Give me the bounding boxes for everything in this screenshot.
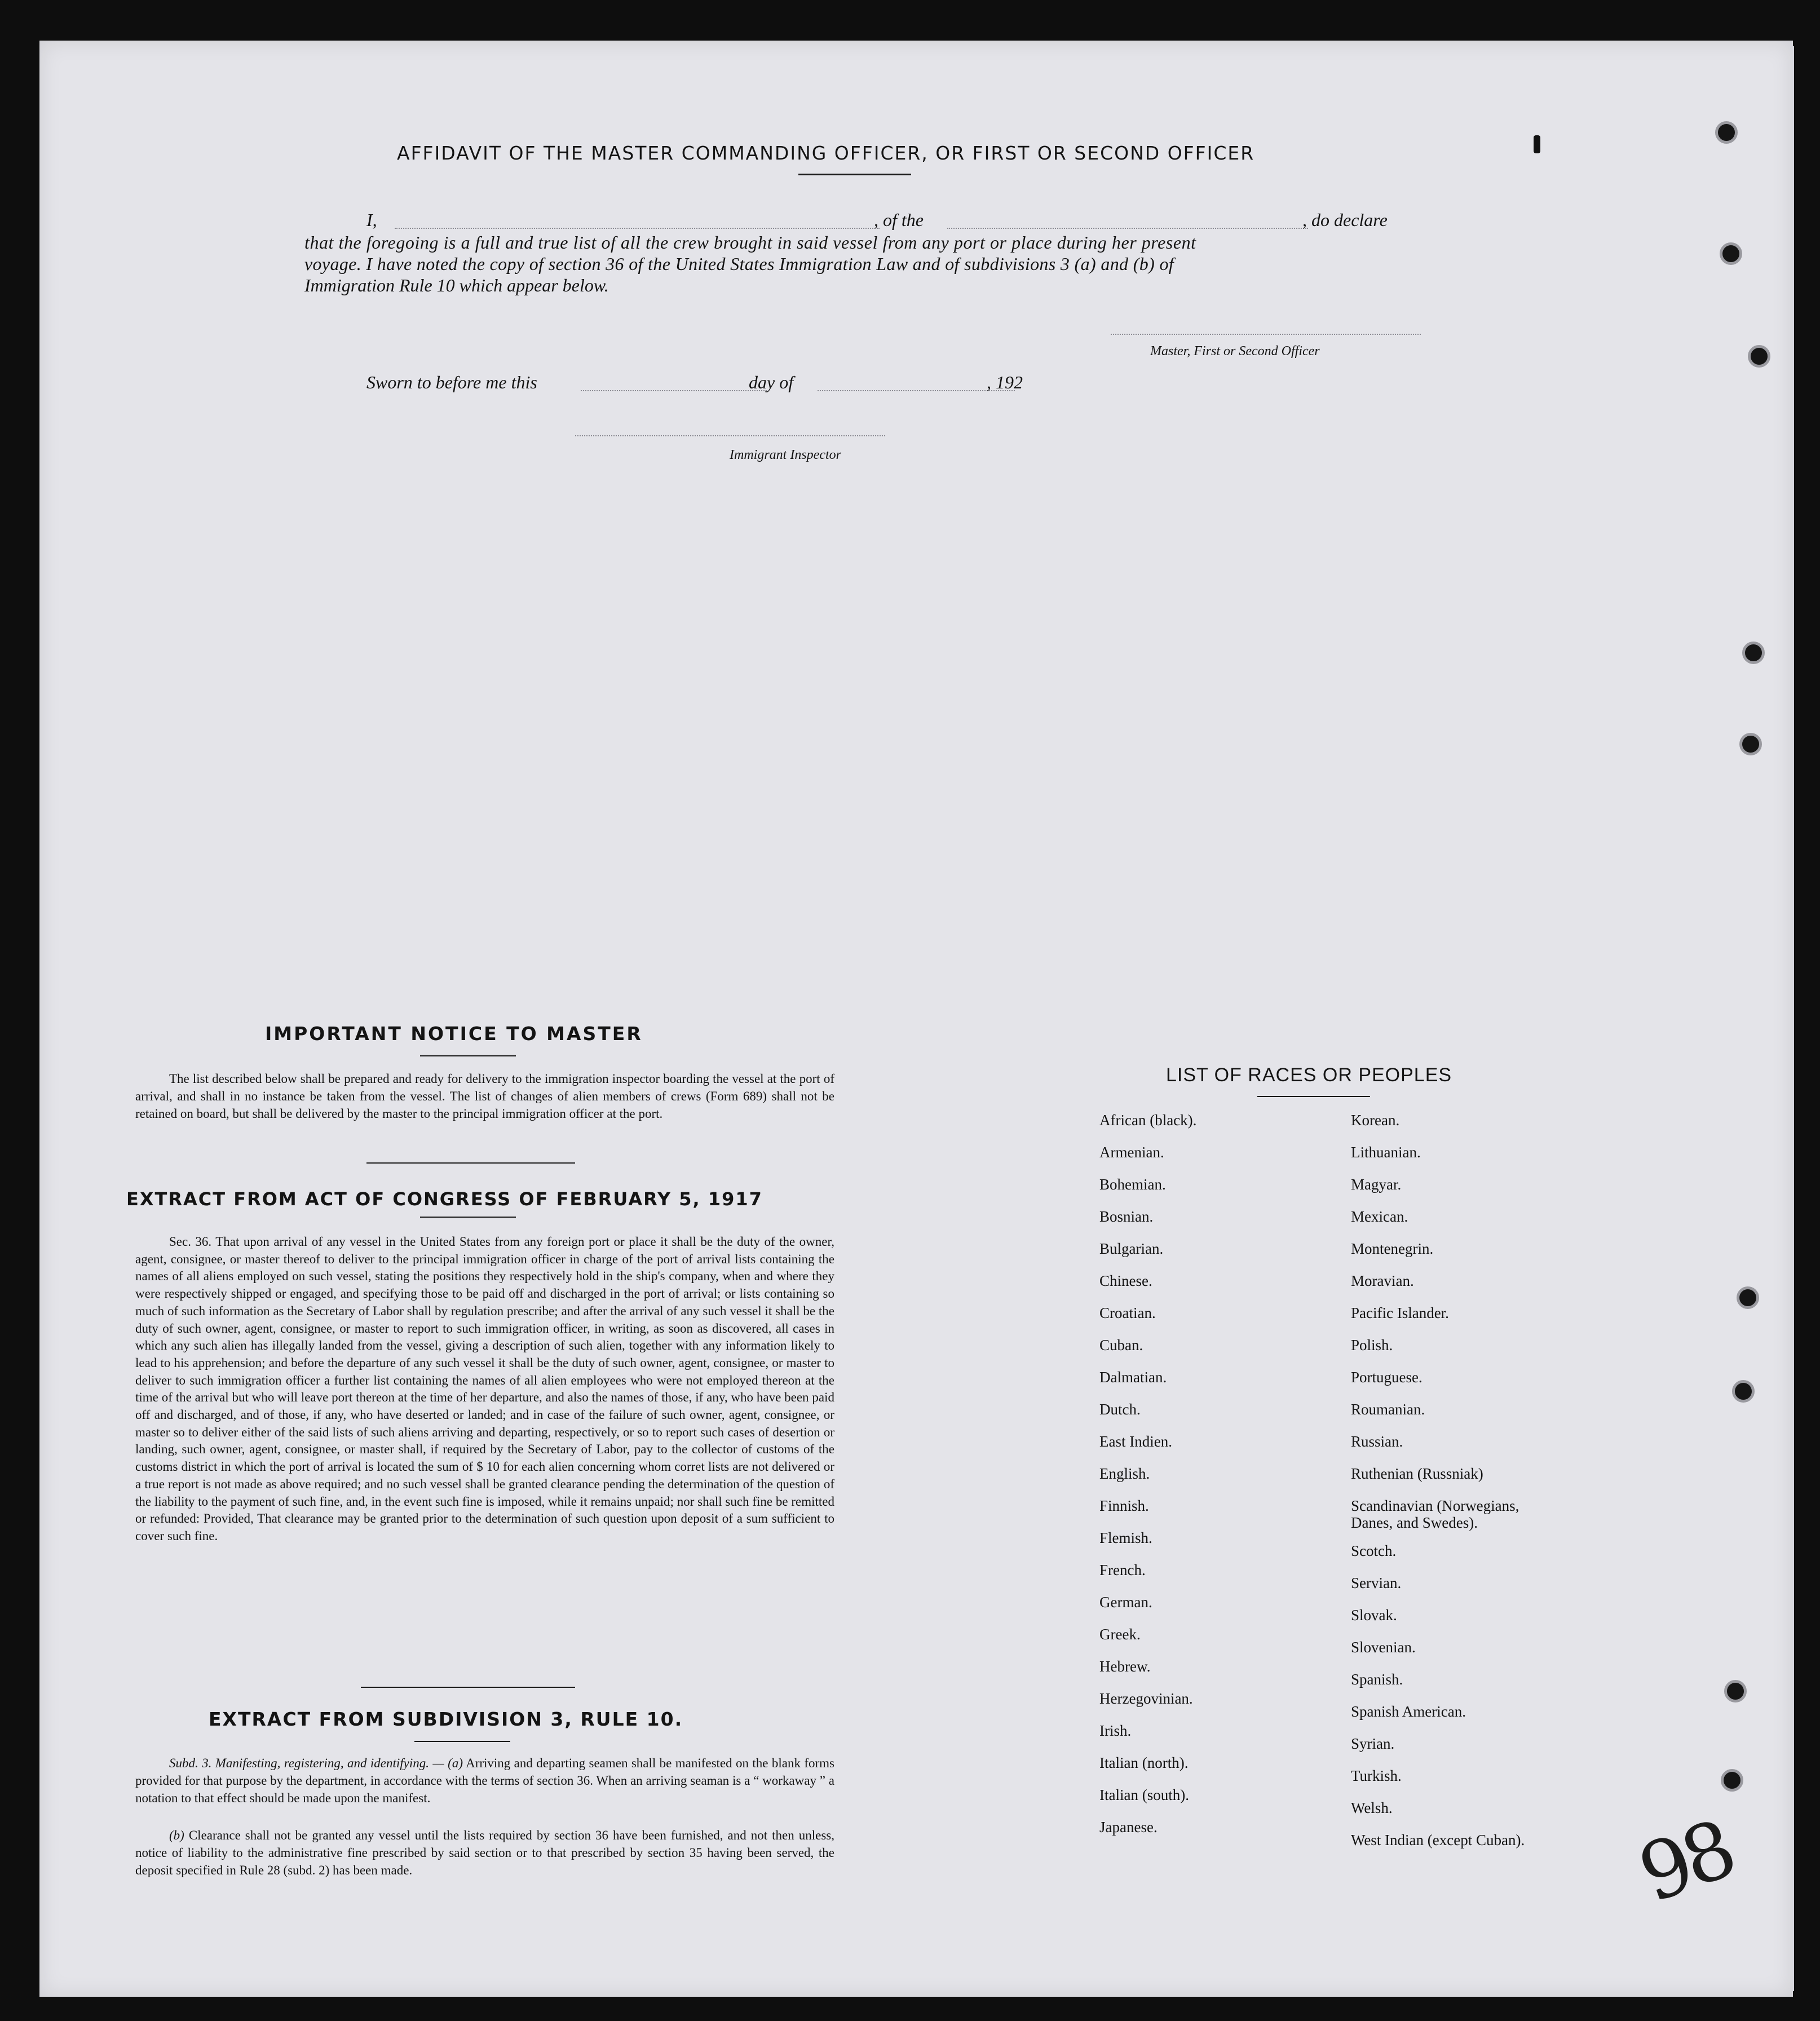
- race-item: Syrian.: [1351, 1735, 1395, 1752]
- race-item: Slovenian.: [1351, 1639, 1416, 1656]
- race-item: Mexican.: [1351, 1208, 1408, 1225]
- sworn-prefix: Sworn to before me this: [366, 372, 537, 392]
- race-item: Scotch.: [1351, 1542, 1397, 1559]
- race-item: Lithuanian.: [1351, 1144, 1421, 1161]
- notice-title: IMPORTANT NOTICE TO MASTER: [265, 1023, 643, 1045]
- race-item: Cuban.: [1099, 1337, 1143, 1354]
- punch-hole: [1739, 733, 1762, 755]
- notice-body: The list described below shall be prepared and ready for delivery to the immigration inspector boarding the vessel at the port of arrival, and shall in no instance be taken from the vessel. The list of changes of alien members of crews (Form 689) shall not be retained on board, but shall be delivered by the master to the principal immigration officer at the port.: [135, 1072, 834, 1121]
- race-item: Spanish.: [1351, 1671, 1403, 1688]
- race-item: Greek.: [1099, 1626, 1141, 1643]
- race-item: Flemish.: [1099, 1529, 1152, 1546]
- rule-extract-title-rule: [414, 1741, 510, 1742]
- races-right-column: [1351, 1112, 1525, 1864]
- rule-extract-para-b: [135, 1827, 834, 1879]
- race-item: Dutch.: [1099, 1401, 1141, 1418]
- race-item: Italian (south).: [1099, 1786, 1189, 1803]
- punch-hole: [1748, 345, 1770, 368]
- officer-name-field[interactable]: [395, 228, 880, 229]
- inspector-signature-line[interactable]: [575, 435, 885, 436]
- races-left-column: [1099, 1112, 1196, 1851]
- vessel-name-field[interactable]: [947, 228, 1308, 229]
- rule-extract-para-a: [135, 1754, 834, 1807]
- race-item: Herzegovinian.: [1099, 1690, 1193, 1707]
- affidavit-body-line-3: Immigration Rule 10 which appear below.: [304, 275, 609, 295]
- officer-signature-label: Master, First or Second Officer: [1150, 344, 1320, 359]
- handwritten-page-number: 98: [1627, 1803, 1743, 1921]
- sworn-month-field[interactable]: [818, 390, 1015, 391]
- race-item: African (black).: [1099, 1112, 1197, 1129]
- race-item: Bohemian.: [1099, 1176, 1166, 1193]
- race-item: Spanish American.: [1351, 1703, 1466, 1720]
- affidavit-i-label: I,: [366, 210, 377, 230]
- affidavit-declare-label: , do declare: [1302, 210, 1388, 230]
- affidavit-title-rule: [798, 174, 911, 175]
- ink-mark: [1534, 135, 1540, 153]
- race-item: East Indien.: [1099, 1433, 1172, 1450]
- punch-hole: [1724, 1680, 1747, 1702]
- rule-extract-para-a-lead: Subd. 3. Manifesting, registering, and identifying. — (a): [169, 1756, 463, 1770]
- inspector-label: Immigrant Inspector: [730, 448, 841, 462]
- race-item: English.: [1099, 1465, 1150, 1482]
- race-item: Italian (north).: [1099, 1754, 1189, 1771]
- rule-extract-para-a-text: Arriving and departing seamen shall be manifested on the blank forms provided for that purpose by the department, in accordance with the terms of section 36. When an arriving seaman is a “ workaway ” a notation to that effect should be made upon the manifest.: [135, 1756, 834, 1805]
- race-item: Chinese.: [1099, 1272, 1152, 1289]
- race-item: Hebrew.: [1099, 1658, 1151, 1675]
- races-title: LIST OF RACES OR PEOPLES: [1166, 1064, 1452, 1086]
- race-item: Roumanian.: [1351, 1401, 1425, 1418]
- act-extract-body: Sec. 36. That upon arrival of any vessel in the United States from any foreign port or place it shall be the duty of the owner, agent, consignee, or master thereof to deliver to the principal immigration officer in charge of the port of arrival lists containing the names of all aliens employed on such vessel, stating the positions they respectively hold in the ship's company, when and where they were respectively shipped or engaged, and specifying those to be paid off and discharged in the port of arrival; or lists containing so much of such information as the Secretary of Labor shall by regulation prescribe; and after the arrival of any such vessel it shall be the duty of such owner, agent, consignee, or master to report to such immigration officer, in writing, as soon as discovered, all cases in which any such alien has illegally landed from the vessel, giving a description of such alien, together with any information likely to lead to his apprehension; and before the departure of any such vessel it shall be the duty of such owner, agent, consignee, or master to deliver to such immigration officer a further list containing the names of all alien employees who were not employed thereon at the time of the arrival but who will leave port thereon at the time of her departure, and also the names of those, if any, who have been paid off and discharged, and of those, if any, who have deserted or landed; and in case of the failure of such owner, agent, consignee, or master so to deliver either of the said lists of such aliens arriving and departing, respectively, or so to report such cases of desertion or landing, such owner, agent, consignee, or master shall, if required by the Secretary of Labor, pay to the collector of customs of the customs district in which the port of arrival is located the sum of $ 10 for each alien concerning whom corret lists are not delivered or a true report is not made as above required; and no such vessel shall be granted clearance pending the determination of the question of the liability to the payment of such fine, and, in the event such fine is imposed, while it remains unpaid; nor shall such fine be remitted or refunded: Provided, That clearance may be granted prior to the determination of such question upon deposit of a sum sufficient to cover such fine.: [135, 1235, 834, 1543]
- act-extract-title: EXTRACT FROM ACT OF CONGRESS OF FEBRUARY 5, 1917: [126, 1188, 763, 1210]
- rule-extract-title: EXTRACT FROM SUBDIVISION 3, RULE 10.: [209, 1708, 683, 1730]
- race-item: Bulgarian.: [1099, 1240, 1164, 1257]
- race-item: Slovak.: [1351, 1607, 1397, 1624]
- race-item: Scandinavian (Norwegians, Danes, and Swedes).: [1351, 1497, 1519, 1531]
- rule-extract-para-b-lead: (b): [169, 1828, 184, 1842]
- act-extract-title-rule: [420, 1217, 516, 1218]
- race-item: French.: [1099, 1562, 1146, 1578]
- race-item: German.: [1099, 1594, 1152, 1611]
- race-item: Armenian.: [1099, 1144, 1164, 1161]
- sworn-year-label: , 192: [987, 372, 1023, 392]
- punch-hole: [1720, 242, 1742, 265]
- affidavit-body-line-2: voyage. I have noted the copy of section 36 of the United States Immigration Law and of subdivisions 3 (a) and (b) of: [304, 254, 1174, 274]
- rule-extract-para-b-text: Clearance shall not be granted any vessel until the lists required by section 36 have been furnished, and not then unless, notice of liability to the administrative fine prescribed by said section or to that prescribed by section 35 having been served, the deposit specified in Rule 28 (subd. 2) has been made.: [135, 1828, 834, 1877]
- race-item: Montenegrin.: [1351, 1240, 1434, 1257]
- race-item: Croatian.: [1099, 1304, 1156, 1321]
- notice-separator: [366, 1162, 575, 1164]
- punch-hole: [1732, 1380, 1755, 1403]
- race-item: Dalmatian.: [1099, 1369, 1167, 1386]
- sworn-day-of-label: day of: [749, 372, 794, 392]
- punch-hole: [1721, 1769, 1743, 1792]
- punch-hole: [1742, 642, 1765, 664]
- document-sheet: [39, 41, 1793, 1997]
- race-item: West Indian (except Cuban).: [1351, 1832, 1525, 1848]
- race-item: Welsh.: [1351, 1799, 1393, 1816]
- race-item: Irish.: [1099, 1722, 1132, 1739]
- races-title-rule: [1257, 1096, 1370, 1097]
- race-item: Korean.: [1351, 1112, 1400, 1129]
- race-item: Portuguese.: [1351, 1369, 1423, 1386]
- race-item: Turkish.: [1351, 1767, 1402, 1784]
- punch-hole: [1715, 121, 1738, 144]
- punch-hole: [1737, 1286, 1759, 1309]
- affidavit-title: AFFIDAVIT OF THE MASTER COMMANDING OFFICER, OR FIRST OR SECOND OFFICER: [397, 142, 1255, 164]
- act-extract-separator: [361, 1687, 575, 1688]
- affidavit-body-line-1: that the foregoing is a full and true list of all the crew brought in said vessel from any port or place during her present: [304, 232, 1196, 253]
- sworn-day-field[interactable]: [581, 390, 767, 391]
- race-item: Russian.: [1351, 1433, 1403, 1450]
- notice-title-rule: [420, 1055, 516, 1056]
- race-item: Magyar.: [1351, 1176, 1402, 1193]
- race-item: Japanese.: [1099, 1819, 1158, 1836]
- race-item: Bosnian.: [1099, 1208, 1154, 1225]
- affidavit-of-the-label: , of the: [874, 210, 924, 230]
- race-item: Moravian.: [1351, 1272, 1414, 1289]
- race-item: Ruthenian (Russniak): [1351, 1465, 1483, 1482]
- officer-signature-line[interactable]: [1111, 334, 1421, 335]
- race-item: Pacific Islander.: [1351, 1304, 1449, 1321]
- race-item: Finnish.: [1099, 1497, 1149, 1514]
- race-item: Servian.: [1351, 1575, 1402, 1591]
- race-item: Polish.: [1351, 1337, 1393, 1354]
